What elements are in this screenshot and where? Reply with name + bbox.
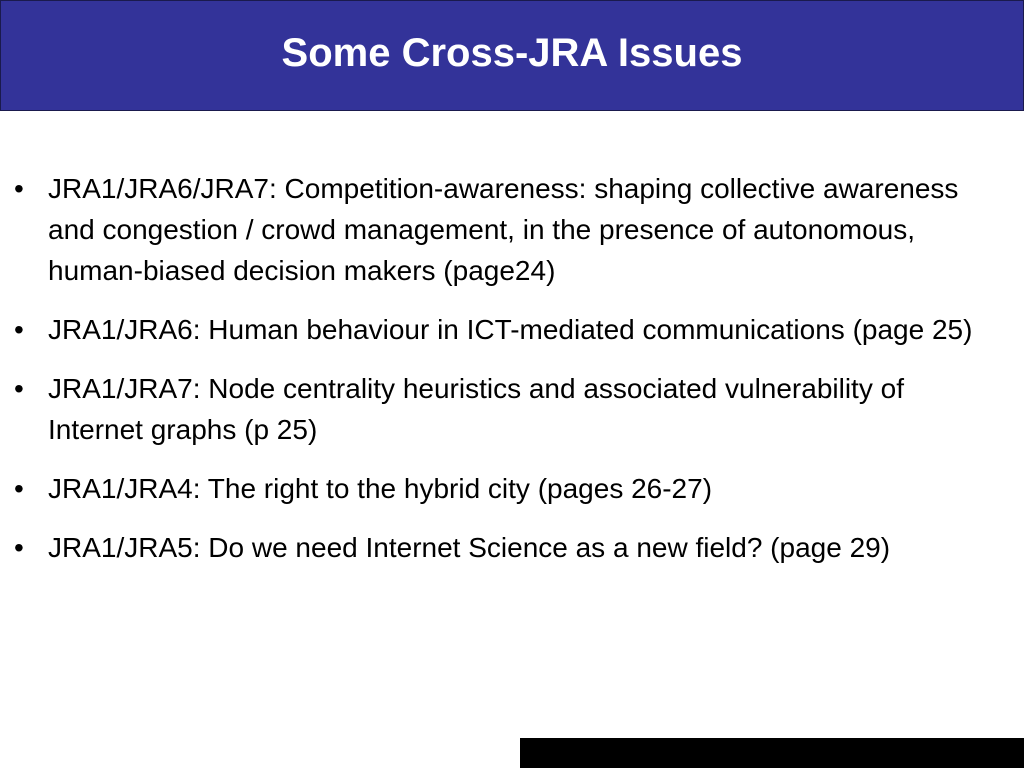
bullet-text: JRA1/JRA6: Human behaviour in ICT-mediated communications (page 25) <box>48 314 973 345</box>
slide-title: Some Cross-JRA Issues <box>281 31 743 75</box>
title-bar <box>0 0 1024 111</box>
bullet-item <box>14 368 1004 450</box>
bullet-marker: • <box>14 373 24 404</box>
bullet-item <box>14 468 1004 509</box>
bullet-item <box>14 309 1004 350</box>
bullet-text: JRA1/JRA6/JRA7: Competition-awareness: shaping collective awareness and congestion / crowd management, in the presence of autonomous, human-biased decision makers (page24) <box>48 173 959 286</box>
bullet-marker: • <box>14 173 24 204</box>
bullet-text: JRA1/JRA4: The right to the hybrid city (pages 26-27) <box>48 473 713 504</box>
bullet-marker: • <box>14 314 24 345</box>
bullet-list <box>14 168 1004 586</box>
bullet-text: JRA1/JRA7: Node centrality heuristics and associated vulnerability of Internet graphs (p 25) <box>48 373 904 445</box>
bullet-marker: • <box>14 473 24 504</box>
footer-bar <box>520 738 1024 768</box>
bullet-item <box>14 168 1004 291</box>
bullet-text: JRA1/JRA5: Do we need Internet Science as a new field? (page 29) <box>48 532 891 563</box>
bullet-marker: • <box>14 532 24 563</box>
bullet-item <box>14 527 1004 568</box>
